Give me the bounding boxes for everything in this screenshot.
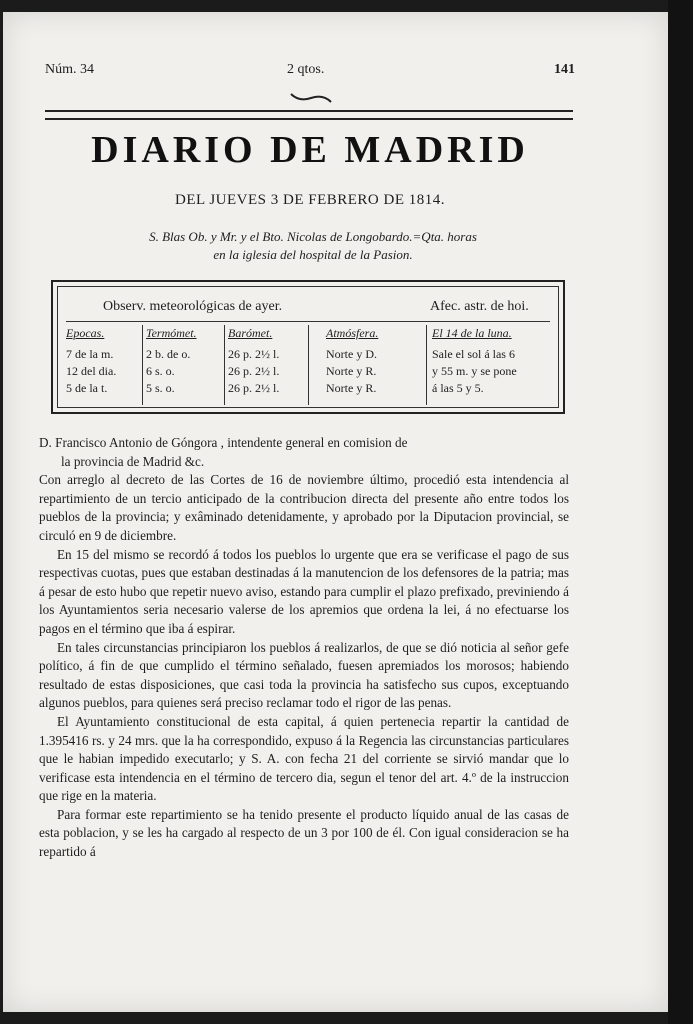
termomet-cell: 6 s. o.	[146, 364, 175, 378]
col-header-termomet: Termómet.	[146, 326, 197, 340]
termomet-cell: 2 b. de o.	[146, 347, 191, 361]
col-luna	[432, 325, 556, 397]
col-separator	[308, 325, 309, 405]
issue-date: DEL JUEVES 3 DE FEBRERO DE 1814.	[174, 192, 446, 208]
barom-cell: 26 p. 2½ l.	[228, 347, 280, 361]
article-intro-line: la provincia de Madrid &c.	[61, 453, 205, 469]
luna-cell: y 55 m. y se pone	[432, 364, 517, 378]
astro-heading: Afec. astr. de hoi.	[430, 299, 529, 314]
scan-edge	[668, 0, 693, 1024]
luna-cell: á las 5 y 5.	[432, 381, 484, 395]
col-barom	[228, 325, 308, 397]
newspaper-page	[3, 12, 668, 1012]
col-separator	[426, 325, 427, 405]
col-atmosfera	[326, 325, 420, 397]
col-header-luna: El 14 de la luna.	[432, 326, 512, 340]
ornament-icon	[289, 92, 333, 104]
col-separator	[224, 325, 225, 405]
article-body	[39, 434, 569, 862]
epoca-cell: 5 de la t.	[66, 381, 108, 395]
article-paragraph: Con arreglo al decreto de las Cortes de 16 de noviembre último, procedió esta intendencia al repartimiento de un tercio anticipado de la contribucion directa del presente año entre todos los pueblos de la provincia; y exâminado detenidamente, y aprobado por la Diputacion provincial, se circuló en 9 de diciembre.	[39, 472, 569, 543]
article-paragraph: El Ayuntamiento constitucional de esta capital, á quien pertenecia repartir la cantidad de 1.395416 rs. y 24 mrs. que la ha correspondido, expuso á la Regencia las circunstancias particulares que le habian impedido executarlo; y S. A. con fecha 21 del corriente se sirvió mandar que lo verificase esta intendencia en el término de tercero dia, segun el tenor del art. 4.º de la instruccion que rige en la materia.	[39, 713, 569, 804]
issue-price: 2 qtos.	[287, 62, 325, 77]
epoca-cell: 7 de la m.	[66, 347, 114, 361]
barom-cell: 26 p. 2½ l.	[228, 364, 280, 378]
saints-of-day	[63, 228, 563, 264]
atmosfera-cell: Norte y R.	[326, 364, 377, 378]
barom-cell: 26 p. 2½ l.	[228, 381, 280, 395]
col-header-atmosfera: Atmósfera.	[326, 326, 379, 340]
col-header-epocas: Epocas.	[66, 326, 105, 340]
col-header-barom: Barómet.	[228, 326, 273, 340]
epoca-cell: 12 del dia.	[66, 364, 117, 378]
col-separator	[142, 325, 143, 405]
col-epocas	[66, 325, 142, 397]
article-paragraph: Para formar este repartimiento se ha tenido presente el producto líquido anual de las casas de esta poblacion, y se les ha cargado al respecto de un 3 por 100 de él. Con igual consideracion se ha repartido á	[39, 806, 569, 860]
saints-line-2: en la iglesia del hospital de la Pasion.	[213, 247, 413, 262]
masthead-rule	[45, 110, 573, 120]
col-termomet	[146, 325, 224, 397]
masthead-title: DIARIO DE MADRID	[91, 129, 529, 171]
atmosfera-cell: Norte y R.	[326, 381, 377, 395]
weather-table	[51, 280, 565, 414]
page-number: 141	[554, 62, 575, 77]
luna-cell: Sale el sol á las 6	[432, 347, 515, 361]
saints-line-1: S. Blas Ob. y Mr. y el Bto. Nicolas de Longobardo.=Qta. horas	[149, 229, 477, 244]
article-paragraph: En 15 del mismo se recordó á todos los pueblos lo urgente que era se verificase el pago de sus respectivas cuotas, pues que estaban destinadas á la manutencion de los defensores de la patria; mas á pesar de esto hubo que repetir nuevo aviso, estando para cumplir el plazo prefixado, previniendo á los Ayuntamientos seria necesario valerse de los apremios que ordena la lei, á no efectuarse los pagos en el término que iba á espirar.	[39, 546, 569, 636]
issue-number: Núm. 34	[45, 62, 94, 77]
termomet-cell: 5 s. o.	[146, 381, 175, 395]
weather-divider	[66, 321, 550, 322]
page-header	[45, 62, 575, 86]
weather-heading: Observ. meteorológicas de ayer.	[103, 299, 283, 314]
article-intro-line: D. Francisco Antonio de Góngora , intendente general en comision de	[39, 435, 408, 450]
article-paragraph: En tales circunstancias principiaron los pueblos á realizarlos, de que se dió noticia al señor gefe político, á fin de que cumplido el término señalado, fuesen apremiados los morosos; habiendo resultado de estas disposiciones, que casi toda la provincia ha satisfecho sus cupos, exceptuando algunos pueblos, para quienes será preciso reclamar todo el rigor de las penas.	[39, 639, 569, 711]
weather-table-inner	[57, 286, 559, 408]
atmosfera-cell: Norte y D.	[326, 347, 377, 361]
